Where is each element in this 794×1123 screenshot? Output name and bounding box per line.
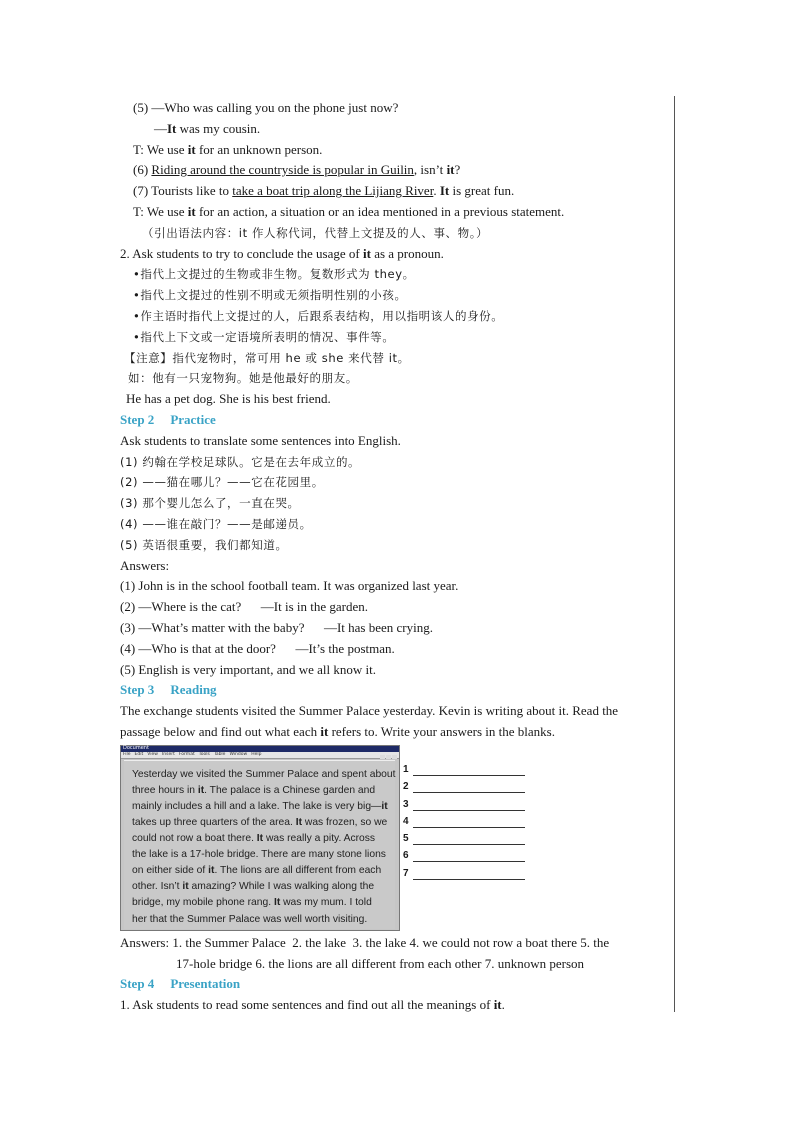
practice-item: (2) ——猫在哪儿？——它在花园里。	[120, 475, 324, 490]
answer-blank[interactable]	[403, 759, 525, 776]
menu-item: Table	[213, 751, 226, 757]
text: —	[154, 120, 167, 136]
practice-answer: (4) —Who is that at the door? —It’s the postman.	[120, 640, 395, 656]
reading-figure	[120, 745, 668, 931]
answer-blank[interactable]	[403, 793, 525, 810]
text: refers to. Write your answers in the blanks.	[328, 723, 555, 739]
practice-answer: (5) English is very important, and we all know it.	[120, 661, 376, 677]
practice-answer: (3) —What’s matter with the baby? —It has been crying.	[120, 619, 433, 635]
usage-point-1: •指代上文提过的生物或非生物。复数形式为 they。	[133, 267, 415, 282]
lesson-content	[120, 98, 668, 1016]
maximize-icon	[386, 755, 391, 759]
blank-number: 7	[403, 867, 409, 879]
answers-label: Answers:	[120, 557, 170, 573]
it-word: It	[167, 120, 177, 136]
passage-line: her that the Summer Palace was well worth visiting.	[132, 913, 368, 925]
menu-item: Edit	[134, 751, 144, 757]
practice-answer: (1) John is in the school football team. It was organized last year.	[120, 578, 459, 594]
step-label: Step 2	[120, 411, 155, 427]
answer-blank[interactable]	[403, 845, 525, 862]
minimize-icon	[380, 755, 385, 759]
answer-blank[interactable]	[403, 862, 525, 879]
step-3-heading	[120, 680, 668, 701]
conclude-instruction	[120, 244, 668, 265]
step-label: Step 4	[120, 976, 155, 992]
passage-line: the lake is a 17-hole bridge. There are many stone lions	[132, 849, 386, 861]
reading-intro-1: The exchange students visited the Summer Palace yesterday. Kevin is writing about it. Read the	[120, 703, 619, 719]
reading-answers-1: Answers: 1. the Summer Palace 2. the lake 3. the lake 4. we could not row a boat there 5. the	[120, 934, 610, 950]
text: is great fun.	[449, 183, 515, 199]
window-title: Document	[123, 744, 149, 751]
example-5-question	[120, 98, 668, 119]
text: 2. Ask students to try to conclude the usage of	[120, 245, 363, 261]
it-word: it	[187, 203, 196, 219]
text: (7) Tourists like to	[133, 183, 233, 199]
passage-line: Yesterday we visited the Summer Palace and spent about	[132, 768, 396, 780]
answer-blank[interactable]	[403, 828, 525, 845]
underlined-phrase: Riding around the countryside is popular in Guilin	[151, 162, 414, 178]
it-word: it	[320, 723, 329, 739]
attention-note: 【注意】指代宠物时，常可用 he 或 she 来代替 it。	[124, 350, 410, 365]
answer-blank[interactable]	[403, 776, 525, 793]
usage-point-2: •指代上文提过的性别不明或无须指明性别的小孩。	[133, 288, 407, 303]
passage-line: could not row a boat there. It was really a pity. Across	[132, 833, 376, 845]
blank-number: 4	[403, 815, 409, 827]
blank-number: 5	[403, 833, 409, 845]
menu-item: Window	[229, 751, 248, 757]
text: .	[433, 183, 440, 199]
window-menubar	[121, 752, 399, 759]
passage-line: other. Isn’t it amazing? While I was walking along the	[132, 881, 375, 893]
it-word: it	[493, 997, 502, 1013]
text: (6)	[133, 162, 152, 178]
text: T: We use	[133, 203, 188, 219]
menu-item: Tools	[198, 751, 210, 757]
answer-blank[interactable]	[403, 811, 525, 828]
menu-item: File	[123, 751, 131, 757]
table-border-line	[674, 96, 675, 1012]
blank-line[interactable]	[413, 851, 525, 862]
example-chinese: 如：他有一只宠物狗。她是他最好的朋友。	[128, 371, 358, 386]
text: T: We use	[133, 141, 188, 157]
reading-answers-2: 17-hole bridge 6. the lions are all different from each other 7. unknown person	[176, 955, 585, 971]
blank-line[interactable]	[413, 800, 525, 811]
blank-line[interactable]	[413, 817, 525, 828]
menu-item: Help	[251, 751, 262, 757]
practice-item: (1) 约翰在学校足球队。它是在去年成立的。	[120, 454, 361, 469]
it-word: it	[363, 245, 371, 261]
passage-line: bridge, my mobile phone rang. It was my mum. I told	[132, 897, 372, 909]
grammar-intro-note: （引出语法内容：it 作人称代词，代替上文提及的人、事、物。）	[142, 225, 489, 240]
step-label: Step 3	[120, 682, 155, 698]
menu-item: View	[147, 751, 158, 757]
text: ?	[454, 162, 461, 178]
it-word: it	[187, 141, 196, 157]
example-english: He has a pet dog. She is his best friend.	[126, 391, 331, 407]
practice-item: (3) 那个婴儿怎么了，一直在哭。	[120, 496, 300, 511]
passage-line: three hours in it. The palace is a Chinese garden and	[132, 784, 376, 796]
reading-intro-2	[120, 722, 668, 743]
step-title: Reading	[170, 682, 217, 698]
passage	[124, 761, 395, 928]
presentation-instruction	[120, 995, 668, 1016]
menu-item: Insert	[161, 751, 175, 757]
step-2-heading	[120, 410, 668, 431]
example-7	[120, 181, 668, 202]
it-word: it	[446, 162, 455, 178]
practice-answer: (2) —Where is the cat? —It is in the garden.	[120, 599, 368, 615]
passage-line: takes up three quarters of the area. It was frozen, so we	[132, 816, 388, 828]
document-body	[124, 760, 395, 929]
blank-number: 6	[403, 850, 409, 862]
step-title: Presentation	[170, 976, 241, 992]
blank-line[interactable]	[413, 869, 525, 880]
window-titlebar	[121, 746, 399, 752]
usage-point-4: •指代上下文或一定语境所表明的情况、事件等。	[133, 329, 395, 344]
step-title: Practice	[170, 411, 216, 427]
practice-item: (4) ——谁在敲门？——是邮递员。	[120, 516, 312, 531]
practice-intro: Ask students to translate some sentences into English.	[120, 432, 401, 448]
blank-line[interactable]	[413, 834, 525, 845]
it-word: It	[439, 183, 450, 199]
text: for an unknown person.	[195, 141, 323, 157]
blank-line[interactable]	[413, 765, 525, 776]
text: for an action, a situation or an idea mentioned in a previous statement.	[195, 203, 565, 219]
text: was my cousin.	[176, 120, 261, 136]
close-icon	[392, 755, 397, 759]
text: , isn’t	[413, 162, 447, 178]
example-6	[120, 160, 668, 181]
blank-number: 1	[403, 764, 409, 775]
blank-line[interactable]	[413, 782, 525, 793]
passage-line: mainly includes a hill and a lake. The lake is very big—it	[132, 800, 388, 812]
passage-line: on either side of it. The lions are all different from each	[132, 865, 382, 877]
example-5-answer	[120, 119, 668, 140]
blank-number: 2	[403, 781, 409, 793]
document-window-image	[120, 745, 400, 931]
text: .	[501, 997, 505, 1013]
text: (5) —Who was calling you on the phone just now?	[133, 100, 399, 115]
teacher-note-2	[120, 202, 668, 223]
text: as a pronoun.	[370, 245, 444, 261]
blank-number: 3	[403, 798, 409, 810]
text: passage below and find out what each	[120, 723, 321, 739]
answer-blanks	[403, 759, 525, 880]
step-4-heading	[120, 974, 668, 995]
teacher-note-1	[120, 140, 668, 161]
menu-item: Format	[178, 751, 195, 757]
usage-point-3: •作主语时指代上文提过的人，后跟系表结构，用以指明该人的身份。	[133, 308, 504, 323]
practice-item: (5) 英语很重要，我们都知道。	[120, 537, 288, 552]
underlined-phrase: take a boat trip along the Lijiang River	[232, 183, 434, 199]
text: 1. Ask students to read some sentences and find out all the meanings of	[120, 997, 494, 1013]
